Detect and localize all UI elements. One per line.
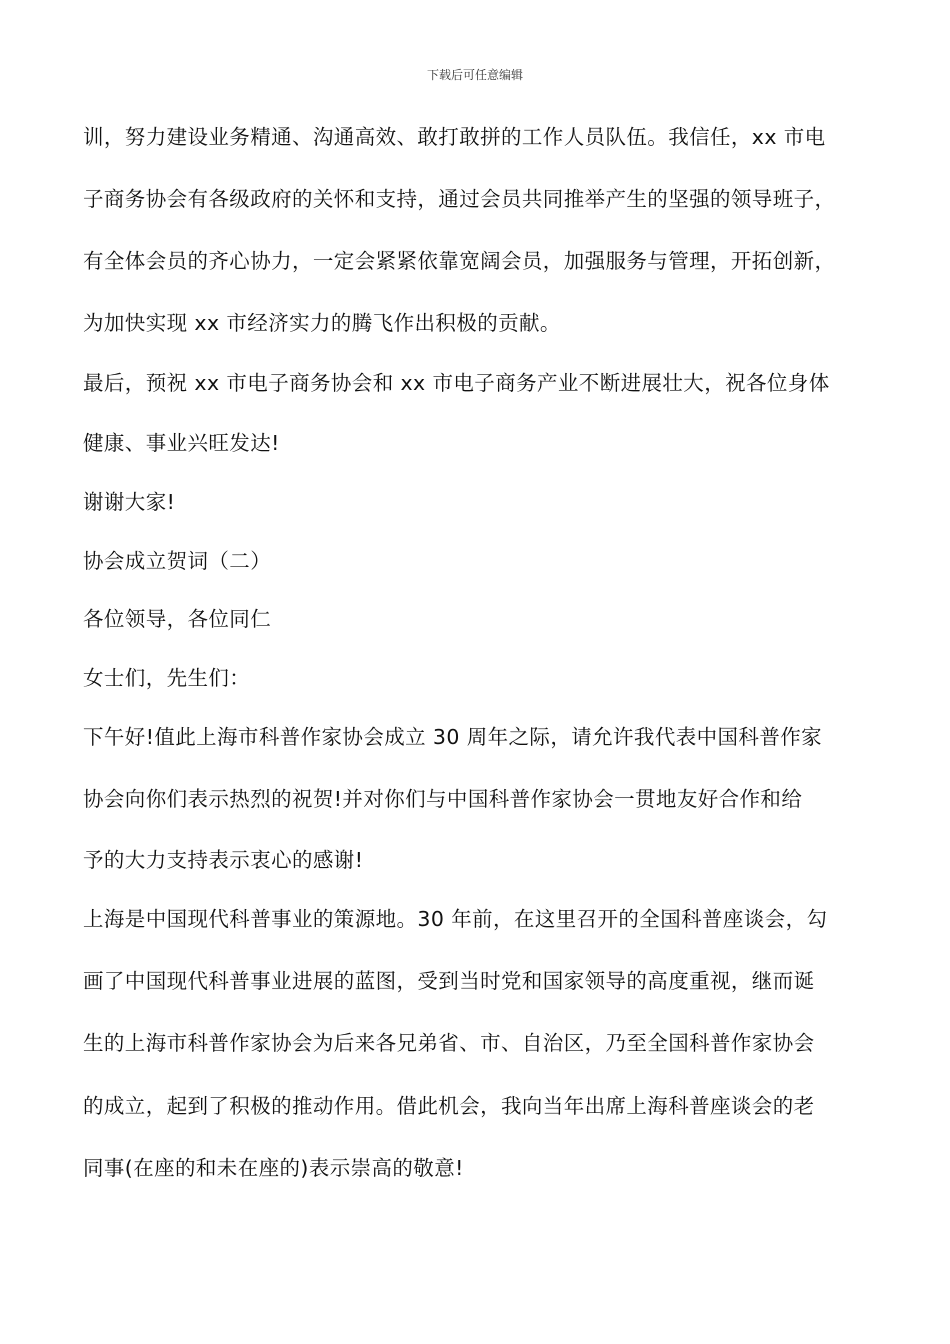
text-line-3: 有全体会员的齐心协力，一定会紧紧依靠宽阔会员，加强服务与管理，开拓创新， bbox=[83, 249, 836, 273]
text-line-10: 女士们，先生们： bbox=[83, 666, 251, 690]
text-line-6: 健康、事业兴旺发达! bbox=[83, 431, 280, 455]
text-line-5: 最后，预祝 xx 市电子商务协会和 xx 市电子商务产业不断进展壮大，祝各位身体 bbox=[83, 371, 830, 395]
section-title: 协会成立贺词（二） bbox=[83, 549, 272, 573]
page-header: 下载后可任意编辑 bbox=[426, 68, 523, 82]
text-line-14: 上海是中国现代科普事业的策源地。30 年前，在这里召开的全国科普座谈会，勾 bbox=[83, 907, 828, 931]
text-line-16: 生的上海市科普作家协会为后来各兄弟省、市、自治区，乃至全国科普作家协会 bbox=[83, 1031, 815, 1055]
text-line-15: 画了中国现代科普事业进展的蓝图，受到当时党和国家领导的高度重视，继而诞 bbox=[83, 969, 815, 993]
text-line-4: 为加快实现 xx 市经济实力的腾飞作出积极的贡献。 bbox=[83, 311, 561, 335]
text-line-9: 各位领导，各位同仁 bbox=[83, 607, 272, 631]
text-line-7: 谢谢大家! bbox=[83, 490, 176, 514]
text-line-1: 训，努力建设业务精通、沟通高效、敢打敢拼的工作人员队伍。我信任，xx 市电 bbox=[83, 125, 826, 149]
text-line-12: 协会向你们表示热烈的祝贺!并对你们与中国科普作家协会一贯地友好合作和给 bbox=[83, 787, 803, 811]
text-line-2: 子商务协会有各级政府的关怀和支持，通过会员共同推举产生的坚强的领导班子， bbox=[83, 187, 836, 211]
text-line-18: 同事(在座的和未在座的)表示崇高的敬意! bbox=[83, 1156, 464, 1180]
text-line-11: 下午好!值此上海市科普作家协会成立 30 周年之际，请允许我代表中国科普作家 bbox=[83, 725, 823, 749]
text-line-13: 予的大力支持表示衷心的感谢! bbox=[83, 848, 364, 872]
text-line-17: 的成立，起到了积极的推动作用。借此机会，我向当年出席上海科普座谈会的老 bbox=[83, 1094, 815, 1118]
